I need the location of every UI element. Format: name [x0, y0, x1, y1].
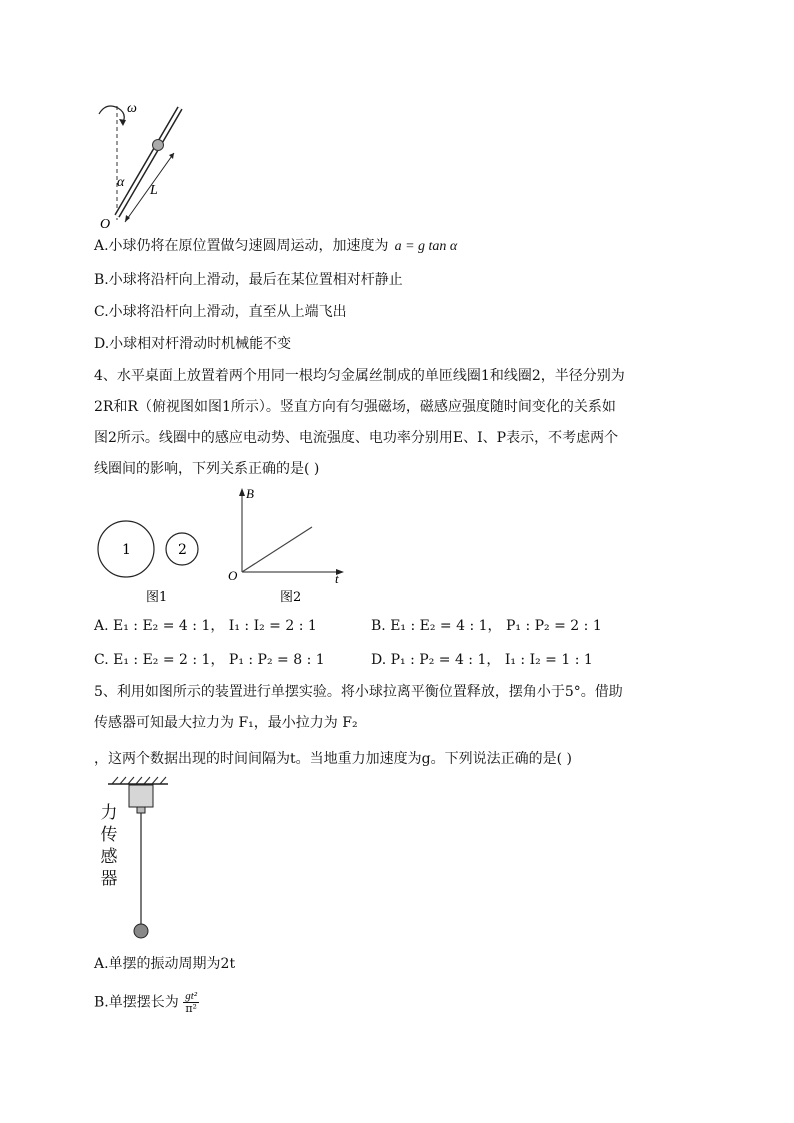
q3-option-b: B.小球将沿杆向上滑动，最后在某位置相对杆静止 [94, 272, 403, 288]
period-formula: $\frac{\text{gt²}}{\text{π²}}$ [185, 990, 198, 1015]
q3-option-a: A.小球仍将在原位置做匀速圆周运动，加速度为 a = g tan α [94, 238, 458, 254]
pendulum-bob [134, 924, 148, 938]
q4-stem-line2: 2R和R（俯视图如图1所示）。竖直方向有匀强磁场，磁感应强度随时间变化的关系如 [94, 399, 616, 415]
q5-stem-line2: 传感器可知最大拉力为 F₁，最小拉力为 F₂ [94, 715, 358, 731]
coil-1-label: 1 [122, 542, 131, 558]
q4-option-d: D. P₁ : P₂ = 4 : 1， I₁ : I₂ = 1 : 1 [371, 652, 593, 668]
q4-option-c: C. E₁ : E₂ = 2 : 1， P₁ : P₂ = 8 : 1 [94, 652, 325, 668]
b-t-line [242, 527, 312, 572]
coil-2-label: 2 [178, 542, 187, 558]
q4-option-b: B. E₁ : E₂ = 4 : 1， P₁ : P₂ = 2 : 1 [371, 618, 602, 634]
q5-option-b: B.单摆摆长为 $\frac{\text{gt²}}{\text{π²}}$ [94, 990, 198, 1015]
length-label: L [150, 183, 158, 198]
q5-option-a: A.单摆的振动周期为2t [94, 956, 236, 972]
origin-label: O [100, 217, 111, 230]
sensor-label: 力 传 感 器 [100, 803, 118, 889]
q4-stem-line3: 图2所示。线圈中的感应电动势、电流强度、电功率分别用E、I、P表示，不考虑两个 [94, 430, 619, 446]
rotating-rod-figure [92, 98, 202, 230]
q5-stem-line1: 5、利用如图所示的装置进行单摆实验。将小球拉离平衡位置释放，摆角小于5°。借助 [94, 684, 623, 700]
q4-stem-line4: 线圈间的影响，下列关系正确的是( ) [94, 461, 320, 477]
b-t-graph [222, 486, 352, 608]
q5-stem-line3: ，这两个数据出现的时间间隔为t。当地重力加速度为g。下列说法正确的是( ) [94, 751, 572, 767]
q3-option-c: C.小球将沿杆向上滑动，直至从上端飞出 [94, 304, 347, 320]
axis-origin-label: O [228, 568, 238, 583]
q4-stem-line1: 4、水平桌面上放置着两个用同一根均匀金属丝制成的单匝线圈1和线圈2，半径分别为 [94, 368, 625, 384]
omega-label: ω [127, 101, 137, 116]
alpha-label: α [117, 175, 125, 190]
axis-t-label: t [335, 571, 339, 586]
force-sensor-body [129, 785, 153, 807]
q4-option-a: A. E₁ : E₂ = 4 : 1， I₁ : I₂ = 2 : 1 [94, 618, 317, 634]
fig2-caption: 图2 [280, 590, 302, 605]
axis-b-label: B [246, 486, 254, 501]
fig1-caption: 图1 [146, 590, 168, 605]
q3-option-d: D.小球相对杆滑动时机械能不变 [94, 336, 292, 352]
coils-figure [94, 515, 209, 607]
